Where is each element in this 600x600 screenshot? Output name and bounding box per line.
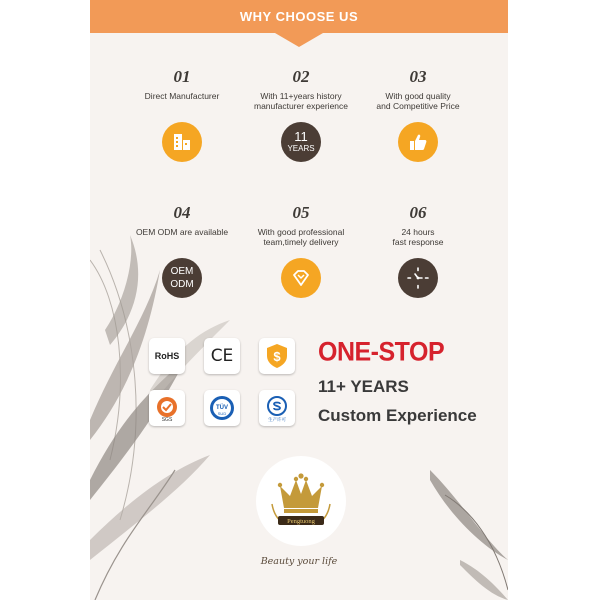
feature-item-05 (241, 202, 361, 298)
feature-line1: 24 hours (401, 227, 435, 237)
quality-shield-cert-badge (259, 338, 295, 374)
badge-years-label: YEARS (287, 144, 315, 153)
feature-description (358, 91, 478, 113)
feature-item-02 (241, 66, 361, 162)
feature-number: 04 (173, 203, 191, 222)
feature-description (122, 91, 242, 113)
qs-license-icon (263, 394, 291, 422)
feature-line2: team,timely delivery (263, 237, 339, 247)
rohs-label: RoHS (154, 351, 180, 361)
feature-line1: With 11+years history (260, 91, 342, 101)
page-title: WHY CHOOSE US (239, 9, 359, 24)
svg-text:$: $ (273, 349, 281, 364)
brand-tagline: Beauty your life (260, 556, 338, 567)
feature-item-04 (122, 202, 242, 298)
feature-number: 05 (292, 203, 310, 222)
promo-headline: ONE-STOP (318, 336, 445, 368)
building-icon (162, 122, 202, 162)
feature-line1: OEM ODM are available (135, 227, 229, 237)
feature-item-06 (358, 202, 478, 298)
feature-number: 03 (409, 67, 427, 86)
header-banner-notch (275, 33, 323, 47)
ce-cert-badge (204, 338, 240, 374)
clock-icon (398, 258, 438, 298)
feature-number: 02 (292, 67, 310, 86)
crown-icon (256, 456, 346, 546)
badge-oem-label: OEM (170, 266, 194, 277)
feature-number: 06 (409, 203, 427, 222)
sgs-seal-icon (153, 394, 181, 422)
feature-description (241, 227, 361, 249)
oem-odm-badge-icon (162, 258, 202, 298)
brand-logo (256, 456, 346, 546)
production-license-cert-badge (259, 390, 295, 426)
rohs-cert-badge (149, 338, 185, 374)
why-choose-us-card (90, 0, 508, 600)
license-label: 生产许可 (268, 418, 286, 422)
badge-odm-label: ODM (170, 279, 194, 290)
promo-custom-experience: Custom Experience (318, 406, 477, 425)
tuv-cert-badge (204, 390, 240, 426)
feature-description (122, 227, 242, 249)
years-badge-icon (281, 122, 321, 162)
badge-years-number: 11 (294, 129, 308, 144)
thumbs-up-icon (398, 122, 438, 162)
feature-line1: With good professional (257, 227, 345, 237)
feature-number: 01 (173, 67, 191, 86)
feature-item-01 (122, 66, 242, 162)
feature-line2: and Competitive Price (376, 101, 460, 111)
feature-line1: Direct Manufacturer (144, 91, 220, 101)
sgs-label: SGS (161, 417, 173, 422)
ce-label: CE (210, 346, 234, 366)
feature-description (241, 91, 361, 113)
tuv-sub-label: SUD (217, 411, 227, 416)
feature-line1: With good quality (385, 91, 451, 101)
tuv-seal-icon (208, 394, 236, 422)
diamond-icon (281, 258, 321, 298)
sgs-cert-badge (149, 390, 185, 426)
logo-text: Pengtuong (287, 518, 315, 525)
feature-line2: fast response (392, 237, 444, 247)
promo-years: 11+ YEARS (318, 377, 409, 396)
tuv-label: TÜV (216, 405, 228, 411)
feature-description (358, 227, 478, 249)
feature-line2: manufacturer experience (253, 101, 349, 111)
shield-dollar-icon (264, 342, 290, 370)
feature-item-03 (358, 66, 478, 162)
